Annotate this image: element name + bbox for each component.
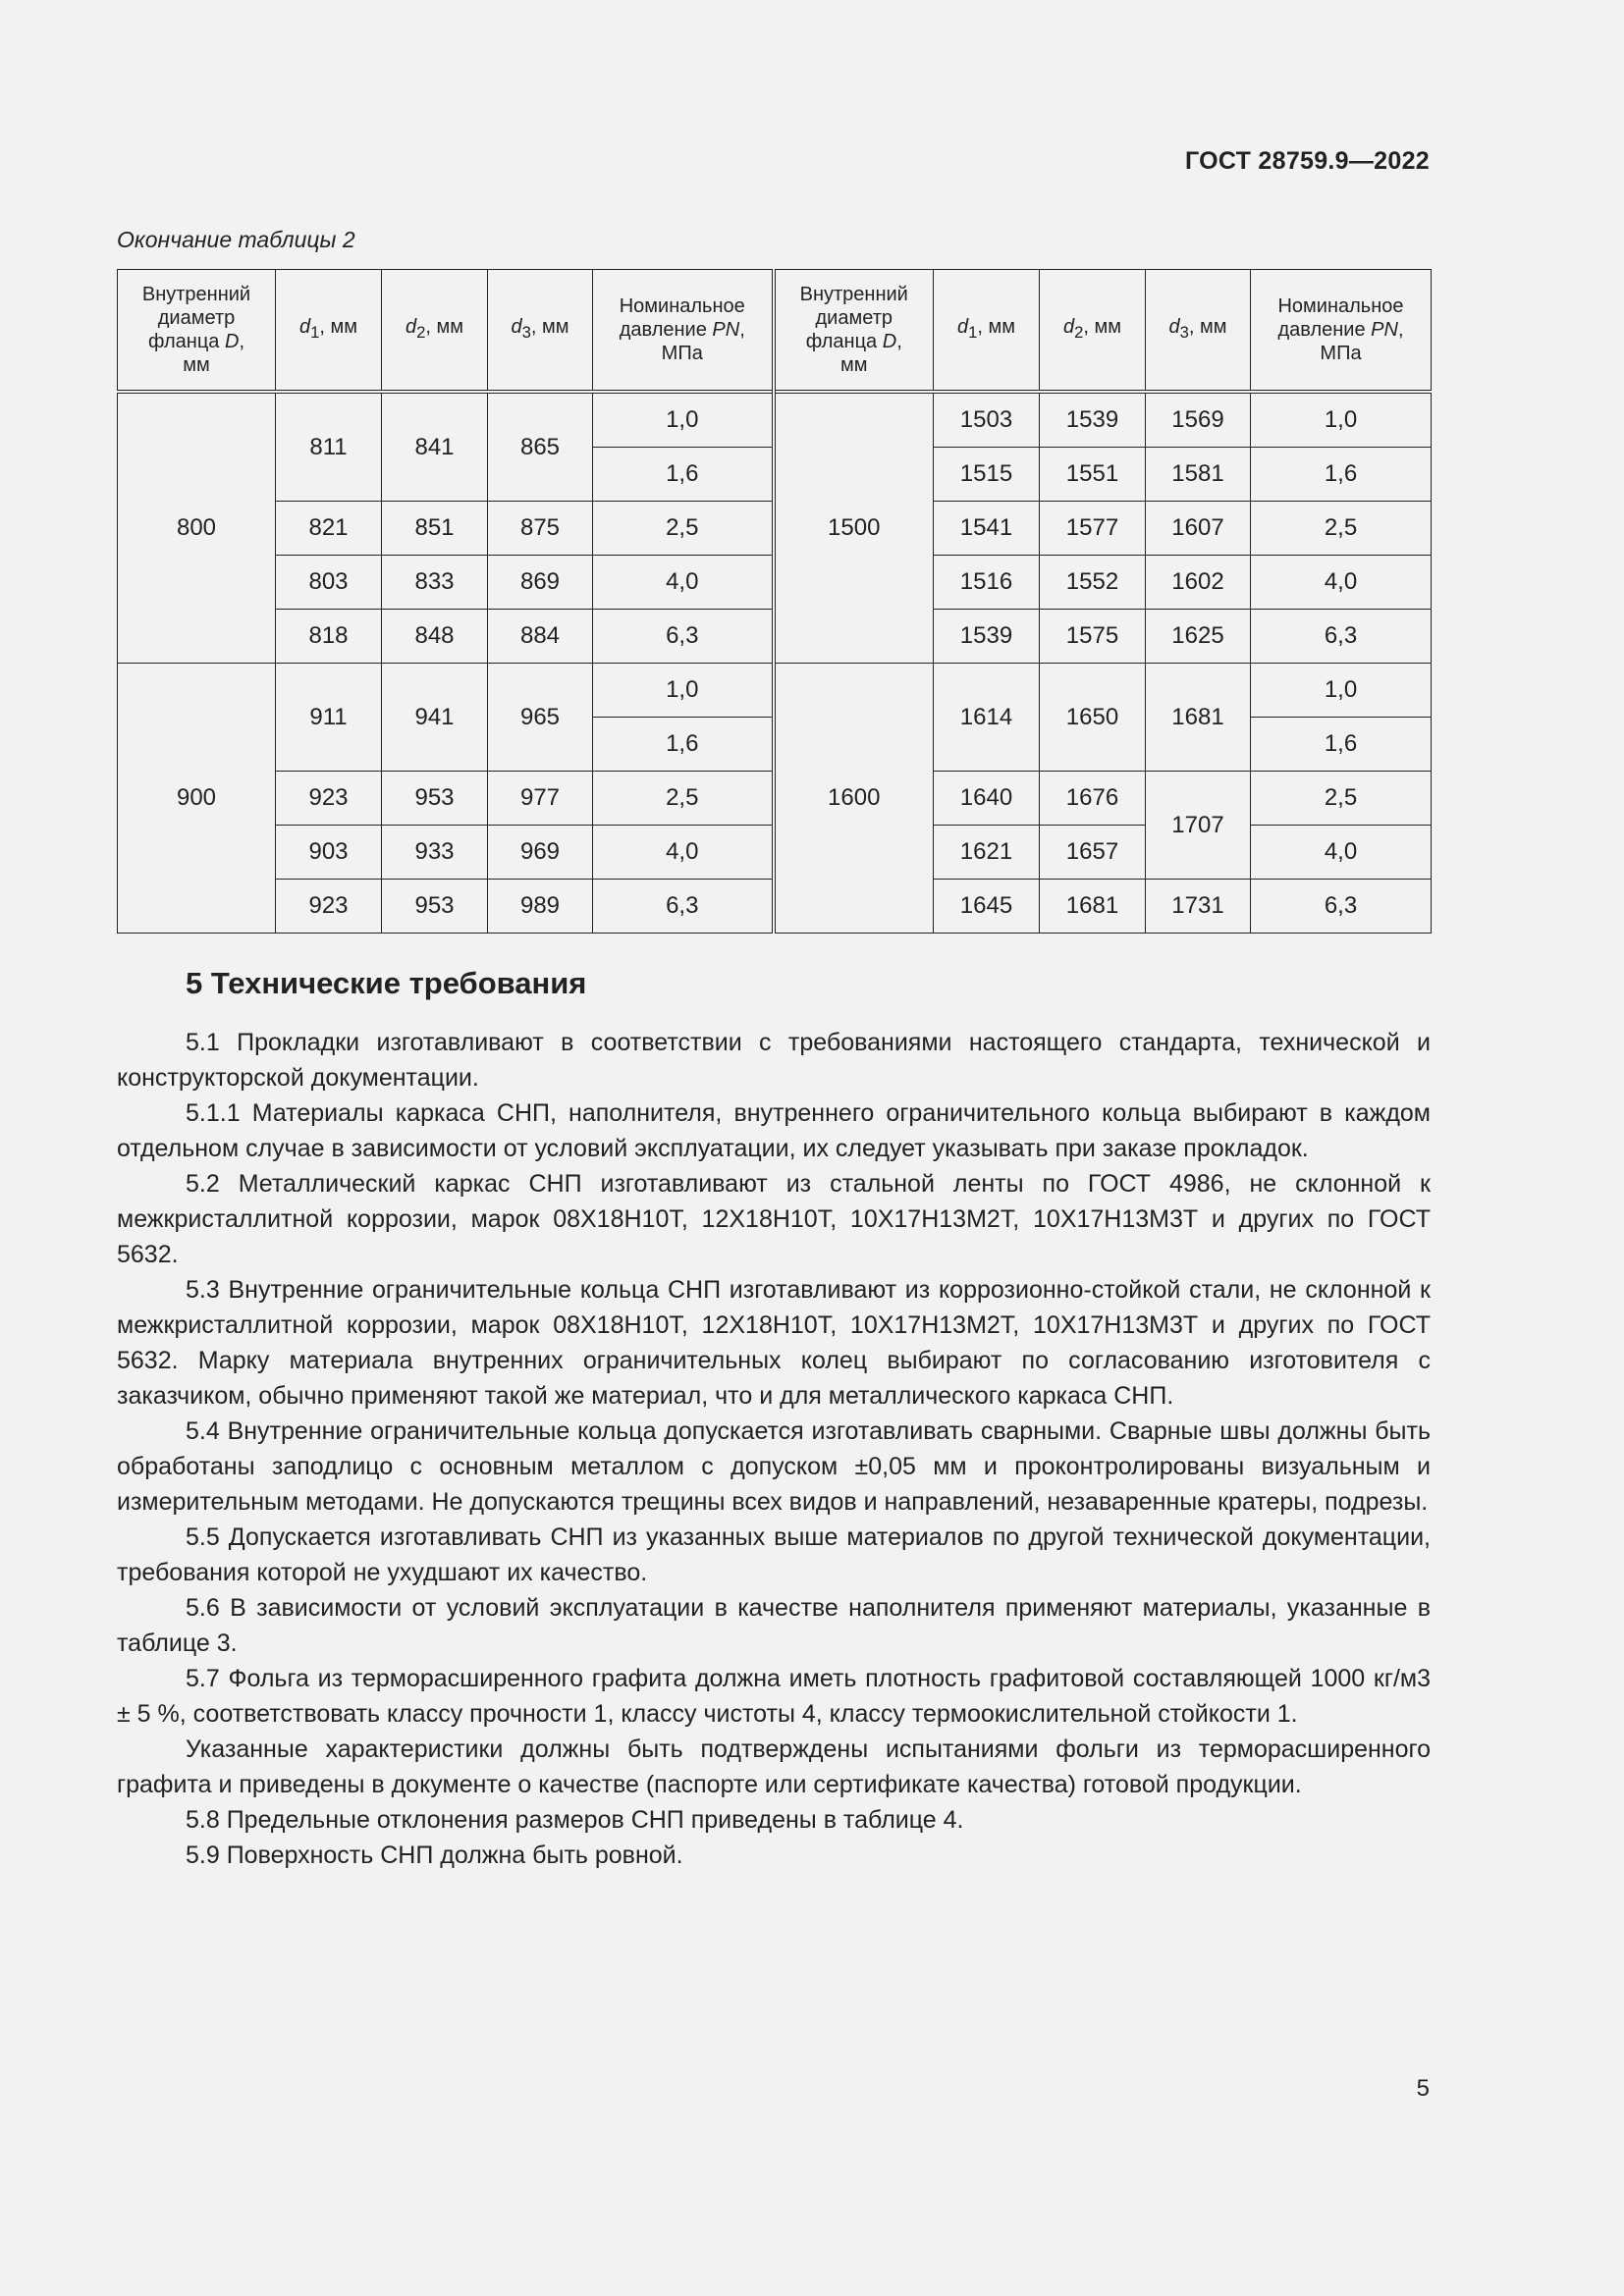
cell-d3: 1625 [1146,610,1251,664]
header-pressure: Номинальное давление PN, МПа [593,270,774,393]
cell-pn: 4,0 [593,556,774,610]
cell-d1: 1515 [934,448,1040,502]
paragraph: 5.9 Поверхность СНП должна быть ровной. [186,1842,683,1869]
cell-pn: 4,0 [593,826,774,880]
paragraph: 5.1.1 Материалы каркаса СНП, наполнителя, внутреннего ограничительного кольца выбирают в каждом отдельном случае в зависимости от условий эксплуатации, их следует указывать при заказе прокладок. [117,1099,1431,1162]
paragraph: 5.5 Допускается изготавливать СНП из указанных выше материалов по другой технической документации, требования которой не ухудшают их качество. [117,1523,1431,1586]
cell-D: 1500 [774,392,934,664]
cell-pn: 2,5 [1251,502,1432,556]
cell-d1: 818 [276,610,382,664]
cell-d1: 903 [276,826,382,880]
table-caption: Окончание таблицы 2 [117,227,355,252]
cell-pn: 6,3 [1251,610,1432,664]
header-inner-diam: Внутренний диаметр фланца D, мм [774,270,934,393]
paragraph: Указанные характеристики должны быть подтверждены испытаниями фольги из терморасширенного графита и приведены в документе о качестве (паспорте или сертификате качества) готовой продукции. [117,1735,1431,1798]
header-d1: $d_1$, мм [276,270,382,393]
cell-pn: 2,5 [1251,772,1432,826]
cell-pn: 4,0 [1251,826,1432,880]
cell-d1: 1503 [934,392,1040,448]
cell-d2: 1551 [1040,448,1146,502]
cell-d3: 869 [488,556,593,610]
cell-d1: 821 [276,502,382,556]
cell-d2: 841 [382,392,488,502]
cell-d3: 965 [488,664,593,772]
cell-d2: 1552 [1040,556,1146,610]
cell-d1: 811 [276,392,382,502]
cell-d1: 1516 [934,556,1040,610]
section-body [117,962,1431,1873]
cell-pn: 1,0 [1251,392,1432,448]
header-d3: $d_3$, мм [1146,270,1251,393]
cell-d2: 833 [382,556,488,610]
cell-pn: 1,0 [1251,664,1432,718]
paragraph: 5.3 Внутренние ограничительные кольца СНП изготавливают из коррозионно-стойкой стали, не склонной к межкристаллитной коррозии, марок 08Х18Н10Т, 12Х18Н10Т, 10Х17Н13М2Т, 10Х17Н13М3Т и других по ГОСТ 5632. Марку материала внутренних ограничительных колец выбирают по согласованию изготовителя с заказчиком, обычно применяют такой же материал, что и для металлического каркаса СНП. [117,1276,1431,1410]
cell-pn: 6,3 [1251,880,1432,934]
cell-d3: 884 [488,610,593,664]
paragraph: 5.7 Фольга из терморасширенного графита должна иметь плотность графитовой составляющей 1000 кг/м3 ± 5 %, соответствовать классу прочности 1, классу чистоты 4, классу термоокислительной стойкости 1. [117,1665,1431,1728]
paragraph: 5.1 Прокладки изготавливают в соответствии с требованиями настоящего стандарта, технической и конструкторской документации. [117,1029,1431,1092]
cell-d3: 1731 [1146,880,1251,934]
cell-pn: 4,0 [1251,556,1432,610]
header-d3: $d_3$, мм [488,270,593,393]
cell-d2: 933 [382,826,488,880]
section-title: 5 Технические требования [186,966,587,1000]
header-inner-diam: Внутренний диаметр фланца D, мм [118,270,276,393]
paragraph: 5.2 Металлический каркас СНП изготавливают из стальной ленты по ГОСТ 4986, не склонной к межкристаллитной коррозии, марок 08Х18Н10Т, 12Х18Н10Т, 10Х17Н13М2Т, 10Х17Н13М3Т и других по ГОСТ 5632. [117,1170,1431,1268]
header-d1: $d_1$, мм [934,270,1040,393]
cell-pn: 1,6 [1251,718,1432,772]
cell-d3: 1707 [1146,772,1251,880]
cell-d1: 1640 [934,772,1040,826]
cell-d2: 848 [382,610,488,664]
paragraph: 5.8 Предельные отклонения размеров СНП приведены в таблице 4. [186,1806,964,1834]
page-number: 5 [1416,2075,1430,2102]
cell-pn: 1,0 [593,664,774,718]
cell-d3: 875 [488,502,593,556]
cell-pn: 1,0 [593,392,774,448]
cell-d2: 1575 [1040,610,1146,664]
header-pressure: Номинальное давление PN, МПа [1251,270,1432,393]
header-d2: $d_2$, мм [382,270,488,393]
paragraph: 5.4 Внутренние ограничительные кольца допускается изготавливать сварными. Сварные швы должны быть обработаны заподлицо с основным металлом с допуском ±0,05 мм и проконтролированы визуальным и измерительным методами. Не допускаются трещины всех видов и направлений, незаваренные кратеры, подрезы. [117,1417,1431,1516]
cell-d3: 1569 [1146,392,1251,448]
cell-pn: 6,3 [593,880,774,934]
cell-d3: 1681 [1146,664,1251,772]
cell-d3: 969 [488,826,593,880]
cell-d2: 1676 [1040,772,1146,826]
cell-d3: 977 [488,772,593,826]
cell-pn: 1,6 [593,718,774,772]
cell-d3: 865 [488,392,593,502]
cell-d2: 953 [382,772,488,826]
cell-d1: 1645 [934,880,1040,934]
cell-d2: 953 [382,880,488,934]
cell-d3: 1581 [1146,448,1251,502]
cell-d2: 1657 [1040,826,1146,880]
cell-d3: 1602 [1146,556,1251,610]
cell-d2: 851 [382,502,488,556]
cell-d2: 1577 [1040,502,1146,556]
cell-d3: 989 [488,880,593,934]
cell-d1: 1541 [934,502,1040,556]
cell-D: 900 [118,664,276,934]
cell-d2: 941 [382,664,488,772]
table-row [118,664,1432,718]
cell-d2: 1650 [1040,664,1146,772]
cell-d1: 1621 [934,826,1040,880]
cell-D: 1600 [774,664,934,934]
cell-d1: 923 [276,880,382,934]
dimensions-table [117,269,1432,934]
cell-pn: 1,6 [1251,448,1432,502]
paragraph: 5.6 В зависимости от условий эксплуатации в качестве наполнителя применяют материалы, указанные в таблице 3. [117,1594,1431,1657]
cell-d2: 1539 [1040,392,1146,448]
table-row [118,392,1432,448]
document-id: ГОСТ 28759.9—2022 [1184,147,1430,175]
cell-d1: 923 [276,772,382,826]
cell-pn: 1,6 [593,448,774,502]
cell-pn: 2,5 [593,502,774,556]
cell-d1: 803 [276,556,382,610]
cell-d2: 1681 [1040,880,1146,934]
cell-d3: 1607 [1146,502,1251,556]
table-header-row [118,270,1432,393]
cell-pn: 2,5 [593,772,774,826]
cell-D: 800 [118,392,276,664]
cell-pn: 6,3 [593,610,774,664]
cell-d1: 1614 [934,664,1040,772]
header-d2: $d_2$, мм [1040,270,1146,393]
cell-d1: 1539 [934,610,1040,664]
cell-d1: 911 [276,664,382,772]
